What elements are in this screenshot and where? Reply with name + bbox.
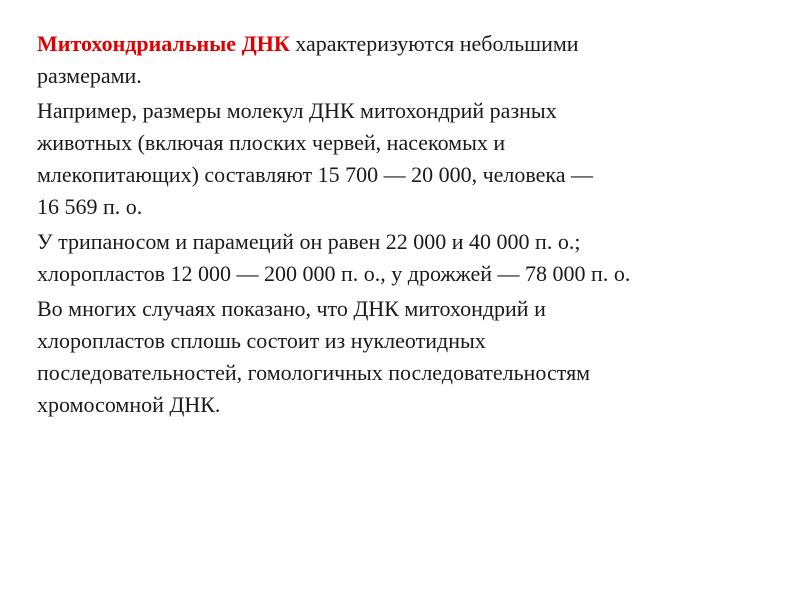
text-line: последовательностей, гомологичных последовательностям [37, 360, 591, 385]
text-line: У трипаносом и парамеций он равен 22 000 и 40 000 п. о.; [37, 229, 581, 254]
slide-body-text [37, 28, 777, 424]
text-line: размерами. [37, 63, 142, 88]
text-line: животных (включая плоских червей, насекомых и [37, 130, 506, 155]
text-line: Во многих случаях показано, что ДНК митохондрий и [37, 296, 546, 321]
text-line: Например, размеры молекул ДНК митохондрий разных [37, 98, 557, 123]
highlight-term: Митохондриальные ДНК [37, 31, 290, 56]
text-line: хлоропластов сплошь состоит из нуклеотидных [37, 328, 486, 353]
text-line: млекопитающих) составляют 15 700 — 20 000, человека — [37, 162, 594, 187]
text-line: хромосомной ДНК. [37, 392, 221, 417]
paragraph-trypanosomes [37, 226, 777, 290]
paragraph-animal-sizes [37, 95, 777, 223]
paragraph-mtdna-size [37, 28, 777, 92]
text-line: хлоропластов 12 000 — 200 000 п. о., у дрожжей — 78 000 п. о. [37, 261, 631, 286]
paragraph-nucleotide-sequences [37, 293, 777, 421]
text-line: характеризуются небольшими [289, 31, 579, 56]
text-line: 16 569 п. о. [37, 194, 143, 219]
